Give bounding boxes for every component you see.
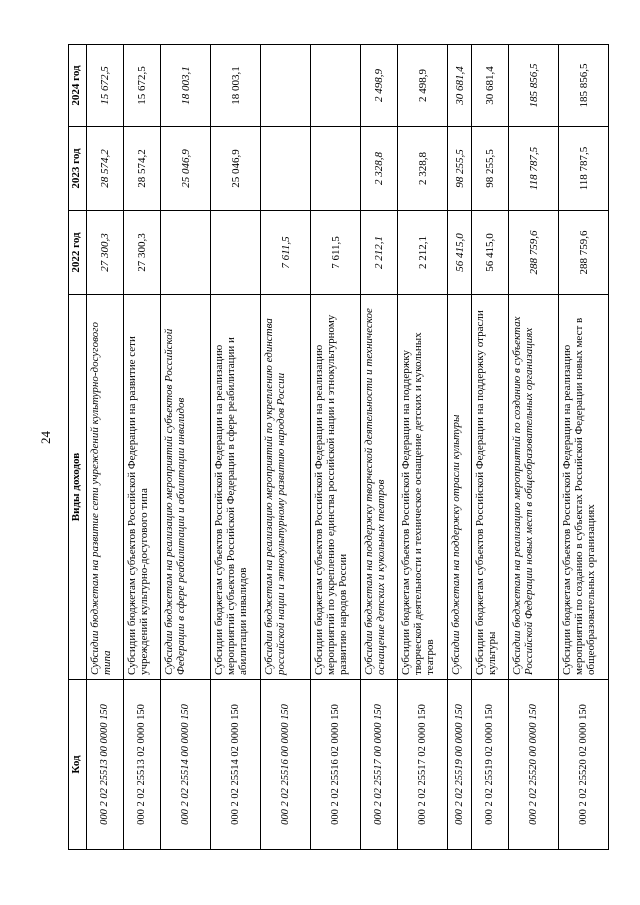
code-cell: 000 2 02 25520 00 0000 150 [509, 680, 559, 850]
desc-cell: Субсидии бюджетам на реализацию мероприятий субъектов Российской Федерации в сфере реабилитации и абилитации инвалидов [161, 295, 211, 680]
desc-cell: Субсидии бюджетам субъектов Российской Федерации на развитие сети учреждений культурно-досугового типа [124, 295, 161, 680]
table-row [509, 45, 559, 850]
code-cell: 000 2 02 25513 00 0000 150 [87, 680, 124, 850]
page-number: 24 [38, 431, 53, 444]
value-2022: 2 212,1 [361, 211, 398, 295]
value-2023: 118 787,5 [559, 127, 609, 211]
value-2023: 28 574,2 [87, 127, 124, 211]
value-2023 [311, 127, 361, 211]
table-row [124, 45, 161, 850]
header-2024: 2024 год [69, 45, 87, 127]
table-row [211, 45, 261, 850]
header-2023: 2023 год [69, 127, 87, 211]
code-cell: 000 2 02 25514 00 0000 150 [161, 680, 211, 850]
value-2022: 27 300,3 [124, 211, 161, 295]
code-cell: 000 2 02 25517 02 0000 150 [398, 680, 448, 850]
table-row [261, 45, 311, 850]
value-2023: 98 255,5 [472, 127, 509, 211]
value-2023: 2 328,8 [398, 127, 448, 211]
value-2022: 288 759,6 [559, 211, 609, 295]
desc-cell: Субсидии бюджетам на поддержку отрасли культуры [448, 295, 472, 680]
code-cell: 000 2 02 25516 02 0000 150 [311, 680, 361, 850]
table-row [398, 45, 448, 850]
desc-cell: Субсидии бюджетам на развитие сети учреждений культурно-досугового типа [87, 295, 124, 680]
rotated-page [68, 45, 597, 850]
value-2023: 28 574,2 [124, 127, 161, 211]
code-cell: 000 2 02 25519 00 0000 150 [448, 680, 472, 850]
table-row [472, 45, 509, 850]
code-cell: 000 2 02 25516 00 0000 150 [261, 680, 311, 850]
desc-cell: Субсидии бюджетам субъектов Российской Федерации на поддержку отрасли культуры [472, 295, 509, 680]
value-2024: 2 498,9 [398, 45, 448, 127]
value-2022: 7 611,5 [311, 211, 361, 295]
value-2023: 118 787,5 [509, 127, 559, 211]
value-2023: 25 046,9 [211, 127, 261, 211]
desc-cell: Субсидии бюджетам субъектов Российской Федерации на реализацию мероприятий по созданию в субъектах Российской Федерации новых мест в общеобразовательных организациях [559, 295, 609, 680]
value-2024: 18 003,1 [211, 45, 261, 127]
value-2024: 30 681,4 [448, 45, 472, 127]
desc-cell: Субсидии бюджетам субъектов Российской Федерации на поддержку творческой деятельности и техническое оснащение детских и кукольных театров [398, 295, 448, 680]
value-2024: 15 672,5 [124, 45, 161, 127]
value-2024: 185 856,5 [509, 45, 559, 127]
header-type: Виды доходов [69, 295, 87, 680]
value-2024 [261, 45, 311, 127]
value-2023: 98 255,5 [448, 127, 472, 211]
value-2022: 27 300,3 [87, 211, 124, 295]
value-2024: 15 672,5 [87, 45, 124, 127]
value-2022: 2 212,1 [398, 211, 448, 295]
value-2024: 2 498,9 [361, 45, 398, 127]
table-row [87, 45, 124, 850]
value-2024: 30 681,4 [472, 45, 509, 127]
table-header-row [69, 45, 87, 850]
code-cell: 000 2 02 25517 00 0000 150 [361, 680, 398, 850]
value-2022: 7 611,5 [261, 211, 311, 295]
desc-cell: Субсидии бюджетам субъектов Российской Федерации на реализацию мероприятий субъектов Российской Федерации в сфере реабилитации и абилитации инвалидов [211, 295, 261, 680]
header-2022: 2022 год [69, 211, 87, 295]
value-2023: 25 046,9 [161, 127, 211, 211]
table-row [361, 45, 398, 850]
value-2023: 2 328,8 [361, 127, 398, 211]
desc-cell: Субсидии бюджетам на реализацию мероприятий по укреплению единства российской нации и этнокультурному развитию народов России [261, 295, 311, 680]
table-row [559, 45, 609, 850]
table-row [448, 45, 472, 850]
desc-cell: Субсидии бюджетам на реализацию мероприятий по созданию в субъектах Российской Федерации новых мест в общеобразовательных организациях [509, 295, 559, 680]
desc-cell: Субсидии бюджетам субъектов Российской Федерации на реализацию мероприятий по укреплению единства российской нации и этнокультурному развитию народов России [311, 295, 361, 680]
code-cell: 000 2 02 25519 02 0000 150 [472, 680, 509, 850]
table-row [161, 45, 211, 850]
value-2024: 18 003,1 [161, 45, 211, 127]
value-2022: 56 415,0 [472, 211, 509, 295]
desc-cell: Субсидии бюджетам на поддержку творческой деятельности и техническое оснащение детских и кукольных театров [361, 295, 398, 680]
header-code: Код [69, 680, 87, 850]
value-2024 [311, 45, 361, 127]
value-2023 [261, 127, 311, 211]
code-cell: 000 2 02 25520 02 0000 150 [559, 680, 609, 850]
value-2022: 56 415,0 [448, 211, 472, 295]
value-2022: 288 759,6 [509, 211, 559, 295]
table-row [311, 45, 361, 850]
income-table [68, 44, 609, 850]
value-2022 [211, 211, 261, 295]
code-cell: 000 2 02 25513 02 0000 150 [124, 680, 161, 850]
code-cell: 000 2 02 25514 02 0000 150 [211, 680, 261, 850]
value-2022 [161, 211, 211, 295]
value-2024: 185 856,5 [559, 45, 609, 127]
